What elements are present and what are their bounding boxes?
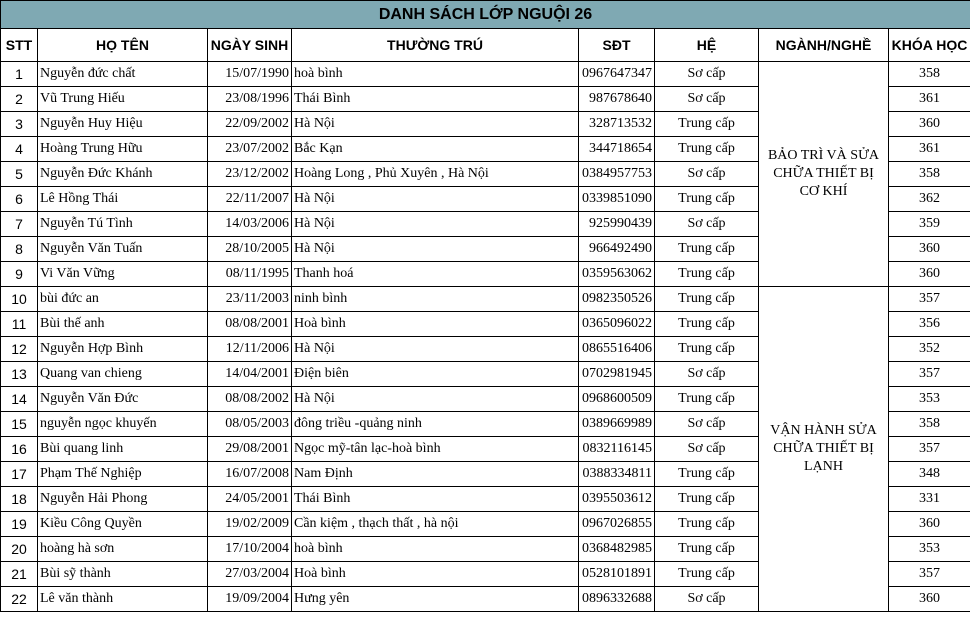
cell-ho-ten[interactable]: Kiều Công Quyền (38, 512, 208, 537)
cell-sdt[interactable]: 925990439 (579, 212, 655, 237)
cell-ngay-sinh[interactable]: 22/09/2002 (208, 112, 292, 137)
cell-sdt[interactable]: 0528101891 (579, 562, 655, 587)
cell-ngay-sinh[interactable]: 19/02/2009 (208, 512, 292, 537)
table-row (1, 62, 970, 87)
cell-ngay-sinh[interactable]: 24/05/2001 (208, 487, 292, 512)
cell-ho-ten[interactable]: Nguyễn Hợp Bình (38, 337, 208, 362)
cell-sdt[interactable]: 344718654 (579, 137, 655, 162)
cell-sdt[interactable]: 0388334811 (579, 462, 655, 487)
cell-khoa-hoc[interactable]: 361 (889, 87, 970, 112)
cell-ngay-sinh[interactable]: 23/11/2003 (208, 287, 292, 312)
cell-ho-ten[interactable]: Nguyễn Văn Đức (38, 387, 208, 412)
cell-thuong-tru[interactable]: Hà Nội (292, 387, 579, 412)
cell-ho-ten[interactable]: Bùi sỹ thành (38, 562, 208, 587)
cell-sdt[interactable]: 0982350526 (579, 287, 655, 312)
cell-sdt[interactable]: 0395503612 (579, 487, 655, 512)
cell-thuong-tru[interactable]: Hoàng Long , Phủ Xuyên , Hà Nội (292, 162, 579, 187)
cell-ho-ten[interactable]: Lê văn thành (38, 587, 208, 612)
cell-khoa-hoc[interactable]: 357 (889, 287, 970, 312)
cell-he[interactable]: Sơ cấp (655, 212, 759, 237)
cell-he[interactable]: Sơ cấp (655, 587, 759, 612)
cell-sdt[interactable]: 0968600509 (579, 387, 655, 412)
cell-he[interactable]: Trung cấp (655, 287, 759, 312)
cell-khoa-hoc[interactable]: 352 (889, 337, 970, 362)
cell-thuong-tru[interactable]: Thái Bình (292, 487, 579, 512)
cell-stt[interactable]: 11 (1, 312, 38, 337)
cell-ngay-sinh[interactable]: 23/07/2002 (208, 137, 292, 162)
cell-ho-ten[interactable]: Nguyễn Huy Hiệu (38, 112, 208, 137)
cell-thuong-tru[interactable]: Hoà bình (292, 562, 579, 587)
cell-stt[interactable]: 6 (1, 187, 38, 212)
cell-khoa-hoc[interactable]: 348 (889, 462, 970, 487)
cell-stt[interactable]: 7 (1, 212, 38, 237)
cell-ngay-sinh[interactable]: 08/08/2001 (208, 312, 292, 337)
header-ho-ten[interactable]: HỌ TÊN (38, 29, 208, 62)
cell-khoa-hoc[interactable]: 357 (889, 362, 970, 387)
cell-he[interactable]: Sơ cấp (655, 362, 759, 387)
cell-sdt[interactable]: 0832116145 (579, 437, 655, 462)
cell-khoa-hoc[interactable]: 362 (889, 187, 970, 212)
cell-he[interactable]: Trung cấp (655, 462, 759, 487)
cell-stt[interactable]: 12 (1, 337, 38, 362)
header-thuong-tru[interactable]: THƯỜNG TRÚ (292, 29, 579, 62)
cell-thuong-tru[interactable]: Hà Nội (292, 112, 579, 137)
cell-ngay-sinh[interactable]: 16/07/2008 (208, 462, 292, 487)
cell-thuong-tru[interactable]: Ngọc mỹ-tân lạc-hoà bình (292, 437, 579, 462)
sheet-title[interactable]: DANH SÁCH LỚP NGUỘI 26 (1, 1, 970, 29)
cell-ngay-sinh[interactable]: 15/07/1990 (208, 62, 292, 87)
cell-khoa-hoc[interactable]: 361 (889, 137, 970, 162)
cell-sdt[interactable]: 0384957753 (579, 162, 655, 187)
cell-ngay-sinh[interactable]: 23/12/2002 (208, 162, 292, 187)
cell-khoa-hoc[interactable]: 358 (889, 412, 970, 437)
cell-ngay-sinh[interactable]: 28/10/2005 (208, 237, 292, 262)
cell-ho-ten[interactable]: bùi đức an (38, 287, 208, 312)
cell-he[interactable]: Trung cấp (655, 337, 759, 362)
cell-sdt[interactable]: 0365096022 (579, 312, 655, 337)
cell-ho-ten[interactable]: Vi Văn Vững (38, 262, 208, 287)
cell-thuong-tru[interactable]: Nam Định (292, 462, 579, 487)
cell-ngay-sinh[interactable]: 17/10/2004 (208, 537, 292, 562)
cell-ho-ten[interactable]: Phạm Thế Nghiệp (38, 462, 208, 487)
cell-he[interactable]: Trung cấp (655, 137, 759, 162)
cell-khoa-hoc[interactable]: 360 (889, 262, 970, 287)
cell-thuong-tru[interactable]: Điện biên (292, 362, 579, 387)
cell-stt[interactable]: 1 (1, 62, 38, 87)
cell-stt[interactable]: 15 (1, 412, 38, 437)
header-stt[interactable]: STT (1, 29, 38, 62)
cell-ho-ten[interactable]: Nguyễn Đức Khánh (38, 162, 208, 187)
cell-stt[interactable]: 8 (1, 237, 38, 262)
cell-sdt[interactable]: 0967026855 (579, 512, 655, 537)
cell-khoa-hoc[interactable]: 357 (889, 437, 970, 462)
cell-thuong-tru[interactable]: Thanh hoá (292, 262, 579, 287)
cell-he[interactable]: Trung cấp (655, 187, 759, 212)
cell-he[interactable]: Sơ cấp (655, 412, 759, 437)
cell-khoa-hoc[interactable]: 358 (889, 162, 970, 187)
cell-stt[interactable]: 16 (1, 437, 38, 462)
cell-ho-ten[interactable]: Vũ Trung Hiếu (38, 87, 208, 112)
cell-khoa-hoc[interactable]: 358 (889, 62, 970, 87)
cell-ho-ten[interactable]: Bùi quang linh (38, 437, 208, 462)
cell-ngay-sinh[interactable]: 19/09/2004 (208, 587, 292, 612)
cell-ngay-sinh[interactable]: 08/05/2003 (208, 412, 292, 437)
cell-stt[interactable]: 2 (1, 87, 38, 112)
header-nganh-nghe[interactable]: NGÀNH/NGHỀ (759, 29, 889, 62)
cell-stt[interactable]: 20 (1, 537, 38, 562)
cell-nganh-nghe[interactable]: VẬN HÀNH SỬA CHỮA THIẾT BỊ LẠNH (759, 287, 889, 612)
cell-khoa-hoc[interactable]: 359 (889, 212, 970, 237)
cell-thuong-tru[interactable]: Hưng yên (292, 587, 579, 612)
cell-sdt[interactable]: 0865516406 (579, 337, 655, 362)
cell-thuong-tru[interactable]: ninh bình (292, 287, 579, 312)
cell-ho-ten[interactable]: Nguyễn Hải Phong (38, 487, 208, 512)
header-sdt[interactable]: SĐT (579, 29, 655, 62)
cell-stt[interactable]: 21 (1, 562, 38, 587)
cell-stt[interactable]: 3 (1, 112, 38, 137)
cell-ho-ten[interactable]: Nguyễn đức chất (38, 62, 208, 87)
cell-stt[interactable]: 14 (1, 387, 38, 412)
cell-ho-ten[interactable]: Bùi thế anh (38, 312, 208, 337)
cell-khoa-hoc[interactable]: 357 (889, 562, 970, 587)
cell-thuong-tru[interactable]: Hoà bình (292, 312, 579, 337)
cell-sdt[interactable]: 0339851090 (579, 187, 655, 212)
cell-ngay-sinh[interactable]: 27/03/2004 (208, 562, 292, 587)
cell-stt[interactable]: 18 (1, 487, 38, 512)
cell-ho-ten[interactable]: Lê Hồng Thái (38, 187, 208, 212)
cell-he[interactable]: Sơ cấp (655, 62, 759, 87)
cell-thuong-tru[interactable]: Hà Nội (292, 187, 579, 212)
cell-khoa-hoc[interactable]: 331 (889, 487, 970, 512)
cell-thuong-tru[interactable]: Bắc Kạn (292, 137, 579, 162)
cell-ho-ten[interactable]: hoàng hà sơn (38, 537, 208, 562)
cell-stt[interactable]: 17 (1, 462, 38, 487)
cell-sdt[interactable]: 328713532 (579, 112, 655, 137)
cell-he[interactable]: Trung cấp (655, 387, 759, 412)
cell-ho-ten[interactable]: Nguyễn Tú Tình (38, 212, 208, 237)
cell-thuong-tru[interactable]: đông triều -quảng ninh (292, 412, 579, 437)
cell-he[interactable]: Trung cấp (655, 237, 759, 262)
cell-he[interactable]: Trung cấp (655, 112, 759, 137)
cell-thuong-tru[interactable]: Hà Nội (292, 337, 579, 362)
cell-ngay-sinh[interactable]: 14/03/2006 (208, 212, 292, 237)
cell-ho-ten[interactable]: Nguyễn Văn Tuấn (38, 237, 208, 262)
header-khoa-hoc[interactable]: KHÓA HỌC (889, 29, 970, 62)
cell-he[interactable]: Sơ cấp (655, 437, 759, 462)
cell-sdt[interactable]: 0967647347 (579, 62, 655, 87)
cell-stt[interactable]: 19 (1, 512, 38, 537)
cell-thuong-tru[interactable]: Hà Nội (292, 237, 579, 262)
cell-ngay-sinh[interactable]: 14/04/2001 (208, 362, 292, 387)
cell-sdt[interactable]: 0368482985 (579, 537, 655, 562)
cell-khoa-hoc[interactable]: 356 (889, 312, 970, 337)
cell-thuong-tru[interactable]: hoà bình (292, 537, 579, 562)
cell-ngay-sinh[interactable]: 08/11/1995 (208, 262, 292, 287)
cell-ngay-sinh[interactable]: 08/08/2002 (208, 387, 292, 412)
cell-khoa-hoc[interactable]: 360 (889, 512, 970, 537)
cell-thuong-tru[interactable]: Cần kiệm , thạch thất , hà nội (292, 512, 579, 537)
cell-stt[interactable]: 4 (1, 137, 38, 162)
cell-ngay-sinh[interactable]: 22/11/2007 (208, 187, 292, 212)
cell-khoa-hoc[interactable]: 360 (889, 587, 970, 612)
cell-he[interactable]: Trung cấp (655, 312, 759, 337)
cell-khoa-hoc[interactable]: 353 (889, 387, 970, 412)
cell-ngay-sinh[interactable]: 23/08/1996 (208, 87, 292, 112)
cell-stt[interactable]: 13 (1, 362, 38, 387)
cell-sdt[interactable]: 0702981945 (579, 362, 655, 387)
cell-thuong-tru[interactable]: hoà bình (292, 62, 579, 87)
cell-he[interactable]: Sơ cấp (655, 87, 759, 112)
cell-stt[interactable]: 22 (1, 587, 38, 612)
cell-thuong-tru[interactable]: Hà Nội (292, 212, 579, 237)
header-ngay-sinh[interactable]: NGÀY SINH (208, 29, 292, 62)
cell-khoa-hoc[interactable]: 360 (889, 112, 970, 137)
cell-sdt[interactable]: 0389669989 (579, 412, 655, 437)
cell-stt[interactable]: 10 (1, 287, 38, 312)
cell-sdt[interactable]: 966492490 (579, 237, 655, 262)
cell-stt[interactable]: 9 (1, 262, 38, 287)
cell-sdt[interactable]: 0896332688 (579, 587, 655, 612)
cell-ho-ten[interactable]: nguyễn ngọc khuyến (38, 412, 208, 437)
cell-he[interactable]: Trung cấp (655, 262, 759, 287)
cell-he[interactable]: Trung cấp (655, 562, 759, 587)
cell-nganh-nghe[interactable]: BẢO TRÌ VÀ SỬA CHỮA THIẾT BỊ CƠ KHÍ (759, 62, 889, 287)
cell-thuong-tru[interactable]: Thái Bình (292, 87, 579, 112)
cell-he[interactable]: Sơ cấp (655, 162, 759, 187)
cell-ho-ten[interactable]: Quang van chieng (38, 362, 208, 387)
cell-stt[interactable]: 5 (1, 162, 38, 187)
cell-he[interactable]: Trung cấp (655, 537, 759, 562)
cell-sdt[interactable]: 987678640 (579, 87, 655, 112)
cell-ngay-sinh[interactable]: 29/08/2001 (208, 437, 292, 462)
header-he[interactable]: HỆ (655, 29, 759, 62)
cell-sdt[interactable]: 0359563062 (579, 262, 655, 287)
table-row (1, 287, 970, 312)
cell-he[interactable]: Trung cấp (655, 487, 759, 512)
cell-khoa-hoc[interactable]: 360 (889, 237, 970, 262)
cell-ho-ten[interactable]: Hoàng Trung Hữu (38, 137, 208, 162)
cell-ngay-sinh[interactable]: 12/11/2006 (208, 337, 292, 362)
cell-he[interactable]: Trung cấp (655, 512, 759, 537)
cell-khoa-hoc[interactable]: 353 (889, 537, 970, 562)
